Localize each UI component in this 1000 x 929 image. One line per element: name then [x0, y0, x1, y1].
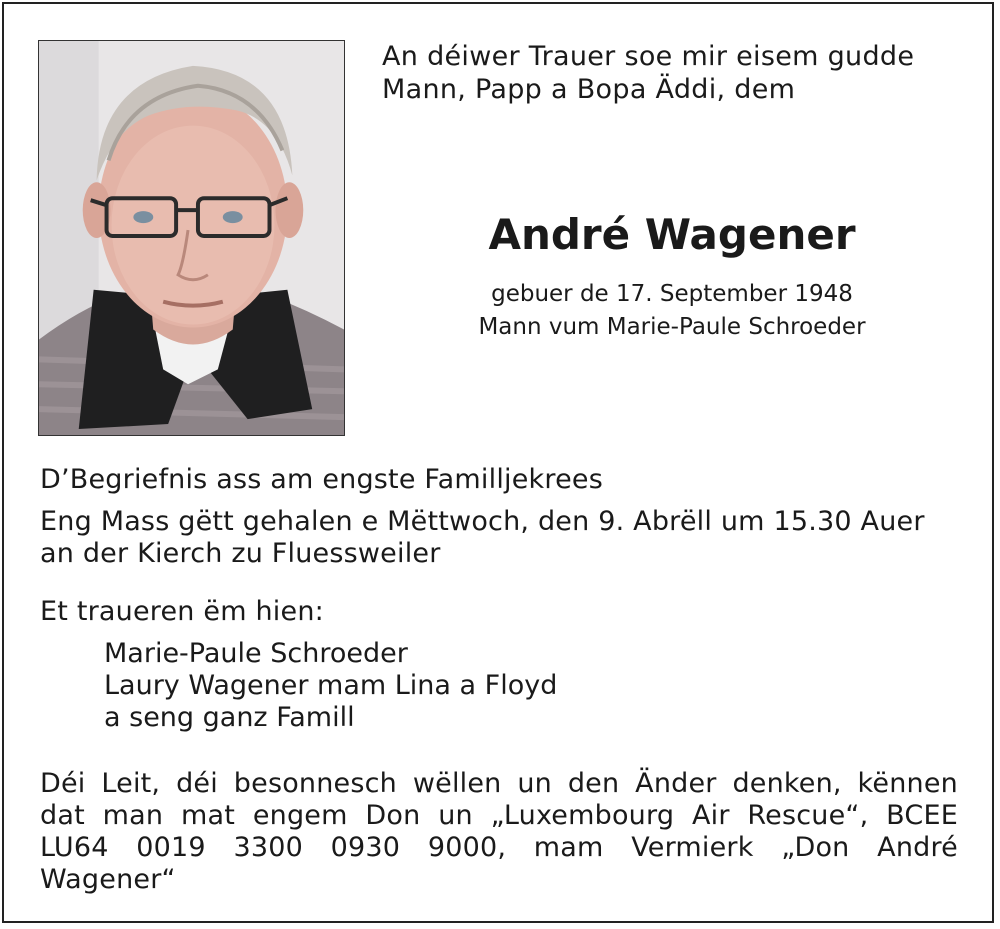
mourner-item: a seng ganz Famill: [104, 702, 355, 733]
mass-line-1: Eng Mass gëtt gehalen e Mëttwoch, den 9. Abrëll um 15.30 Auer: [40, 506, 925, 537]
donation-note: [40, 768, 970, 896]
intro-line-2: Mann, Papp a Bopa Äddi, dem: [382, 74, 796, 105]
mourner-item: Laury Wagener mam Lina a Floyd: [104, 670, 558, 701]
portrait-photo: [38, 40, 345, 436]
donation-line-2: dat man mat engem Don un „Luxembourg Air Rescue“, BCEE: [40, 800, 958, 831]
intro-text: [382, 40, 972, 106]
mass-line-2: an der Kierch zu Fluessweiler: [40, 538, 441, 569]
mourning-heading: Et traueren ëm hien:: [40, 596, 324, 627]
burial-note: D’Begriefnis ass am engste Familljekrees: [40, 464, 603, 495]
mourner-item: Marie-Paule Schroeder: [104, 638, 408, 669]
donation-line-1: Déi Leit, déi besonnesch wëllen un den Änder denken, kënnen: [40, 768, 958, 799]
portrait-image: [39, 41, 344, 435]
donation-line-3: LU64 0019 3300 0930 9000, mam Vermierk „Don André: [40, 832, 958, 863]
intro-line-1: An déiwer Trauer soe mir eisem gudde: [382, 41, 915, 72]
mourners-list: [104, 638, 557, 734]
birth-date: gebuer de 17. September 1948: [491, 281, 853, 307]
deceased-details: [382, 278, 962, 344]
spouse-line: Mann vum Marie-Paule Schroeder: [478, 314, 866, 340]
mass-info: [40, 506, 970, 570]
deceased-name: André Wagener: [488, 210, 856, 259]
donation-line-4: Wagener“: [40, 864, 176, 895]
